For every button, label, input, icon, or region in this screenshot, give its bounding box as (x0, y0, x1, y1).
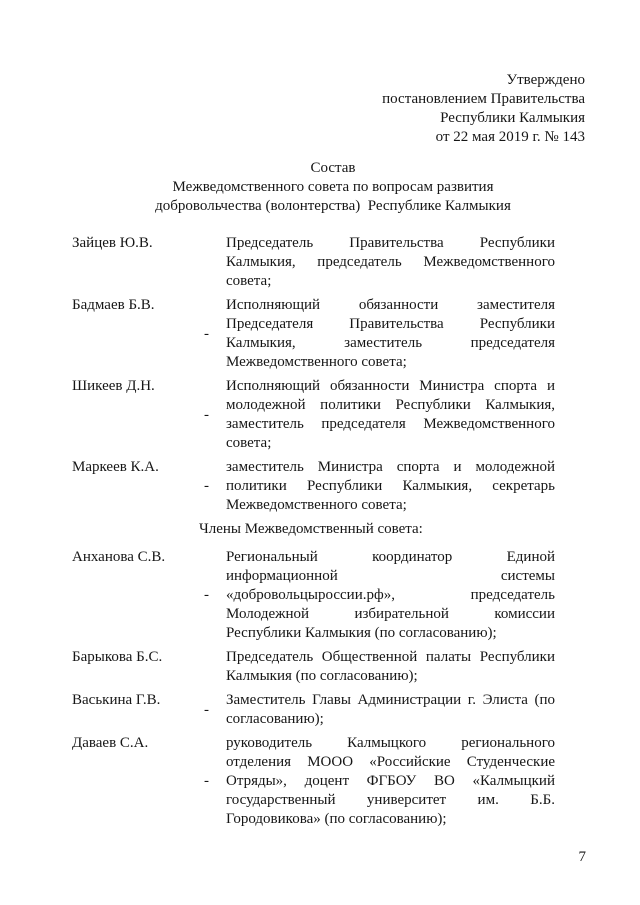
role-line: совета; (226, 273, 272, 289)
title-line: добровольчества (волонтерства) Республике Калмыкия (155, 198, 511, 214)
dash-separator (200, 234, 226, 291)
role-line: Городовикова» (по согласованию); (226, 811, 447, 827)
role-line: политики Республики Калмыкия, секретарь (226, 478, 555, 494)
role-line: Заместитель Главы Администрации г. Элиста (по (226, 692, 555, 708)
role-line: Межведомственного совета; (226, 354, 407, 370)
person-name: Зайцев Ю.В. (72, 235, 153, 251)
role-line: Председателя Правительства Республики (226, 316, 555, 332)
role-line: заместитель Министра спорта и молодежной (226, 459, 555, 475)
dash-separator (200, 648, 226, 686)
composition-row (72, 648, 555, 686)
person-role (226, 734, 555, 829)
person-role (226, 548, 555, 643)
composition-row (72, 377, 555, 453)
person-name: Васькина Г.В. (72, 692, 161, 708)
role-line: Молодежной избирательной комиссии (226, 606, 555, 622)
role-line: Межведомственного совета; (226, 497, 407, 513)
role-line: информационной системы (226, 568, 555, 584)
role-line: Республики Калмыкия (по согласованию); (226, 625, 497, 641)
dash-separator: - (204, 406, 209, 423)
role-line: Председатель Правительства Республики (226, 235, 555, 251)
members-list (72, 548, 555, 829)
composition-row (72, 234, 555, 291)
dash-separator: - (204, 773, 209, 789)
document-title (80, 159, 586, 216)
role-line: «добровольцыроссии.рф», председатель (226, 587, 555, 603)
role-line: совета; (226, 435, 272, 451)
person-role (226, 234, 555, 291)
person-name: Маркеев К.А. (72, 459, 159, 475)
person-role (226, 691, 555, 729)
person-role (226, 377, 555, 453)
person-name: Даваев С.А. (72, 735, 149, 751)
composition-list (72, 234, 555, 834)
role-line: государственный университет им. Б.Б. (226, 792, 555, 808)
role-line: Калмыкия, заместитель председателя (226, 335, 555, 351)
role-line: согласованию); (226, 711, 324, 727)
person-role (226, 458, 555, 515)
approval-line: от 22 мая 2019 г. № 143 (435, 129, 585, 145)
composition-row (72, 548, 555, 643)
role-line: Калмыкия, председатель Межведомственного (226, 254, 555, 270)
role-line: отделения МООО «Российские Студенческие (226, 754, 555, 770)
dash-separator: - (204, 587, 209, 603)
dash-separator: - (204, 701, 209, 718)
role-line: руководитель Калмыцкого регионального (226, 735, 555, 751)
person-name: Бадмаев Б.В. (72, 297, 155, 313)
approval-line: Республики Калмыкия (440, 110, 585, 126)
role-line: молодежной политики Республики Калмыкия, (226, 397, 555, 413)
title-line: Состав (310, 160, 356, 176)
approval-line: Утверждено (506, 72, 585, 88)
dash-separator: - (204, 478, 209, 494)
role-line: Отряды», доцент ФГБОУ ВО «Калмыцкий (226, 773, 555, 789)
person-name: Анханова С.В. (72, 549, 166, 565)
approval-block (382, 71, 585, 147)
composition-row (72, 458, 555, 515)
role-line: Председатель Общественной палаты Республики (226, 649, 555, 665)
page-number: 7 (578, 849, 586, 865)
role-line: Региональный координатор Единой (226, 549, 555, 565)
leadership-list (72, 234, 555, 515)
person-role (226, 296, 555, 372)
person-role (226, 648, 555, 686)
composition-row (72, 691, 555, 729)
title-line: Межведомственного совета по вопросам развития (172, 179, 494, 195)
composition-row (72, 734, 555, 829)
approval-line: постановлением Правительства (382, 91, 585, 107)
role-line: Калмыкия (по согласованию); (226, 668, 418, 684)
role-line: Исполняющий обязанности Министра спорта и (226, 378, 555, 394)
person-name: Шикеев Д.Н. (72, 378, 155, 394)
members-heading: Члены Межведомственный совета: (199, 521, 423, 537)
role-line: заместитель председателя Межведомственного (226, 416, 555, 432)
person-name: Барыкова Б.С. (72, 649, 163, 665)
role-line: Исполняющий обязанности заместителя (226, 297, 555, 313)
dash-separator: - (204, 325, 209, 342)
composition-row (72, 296, 555, 372)
